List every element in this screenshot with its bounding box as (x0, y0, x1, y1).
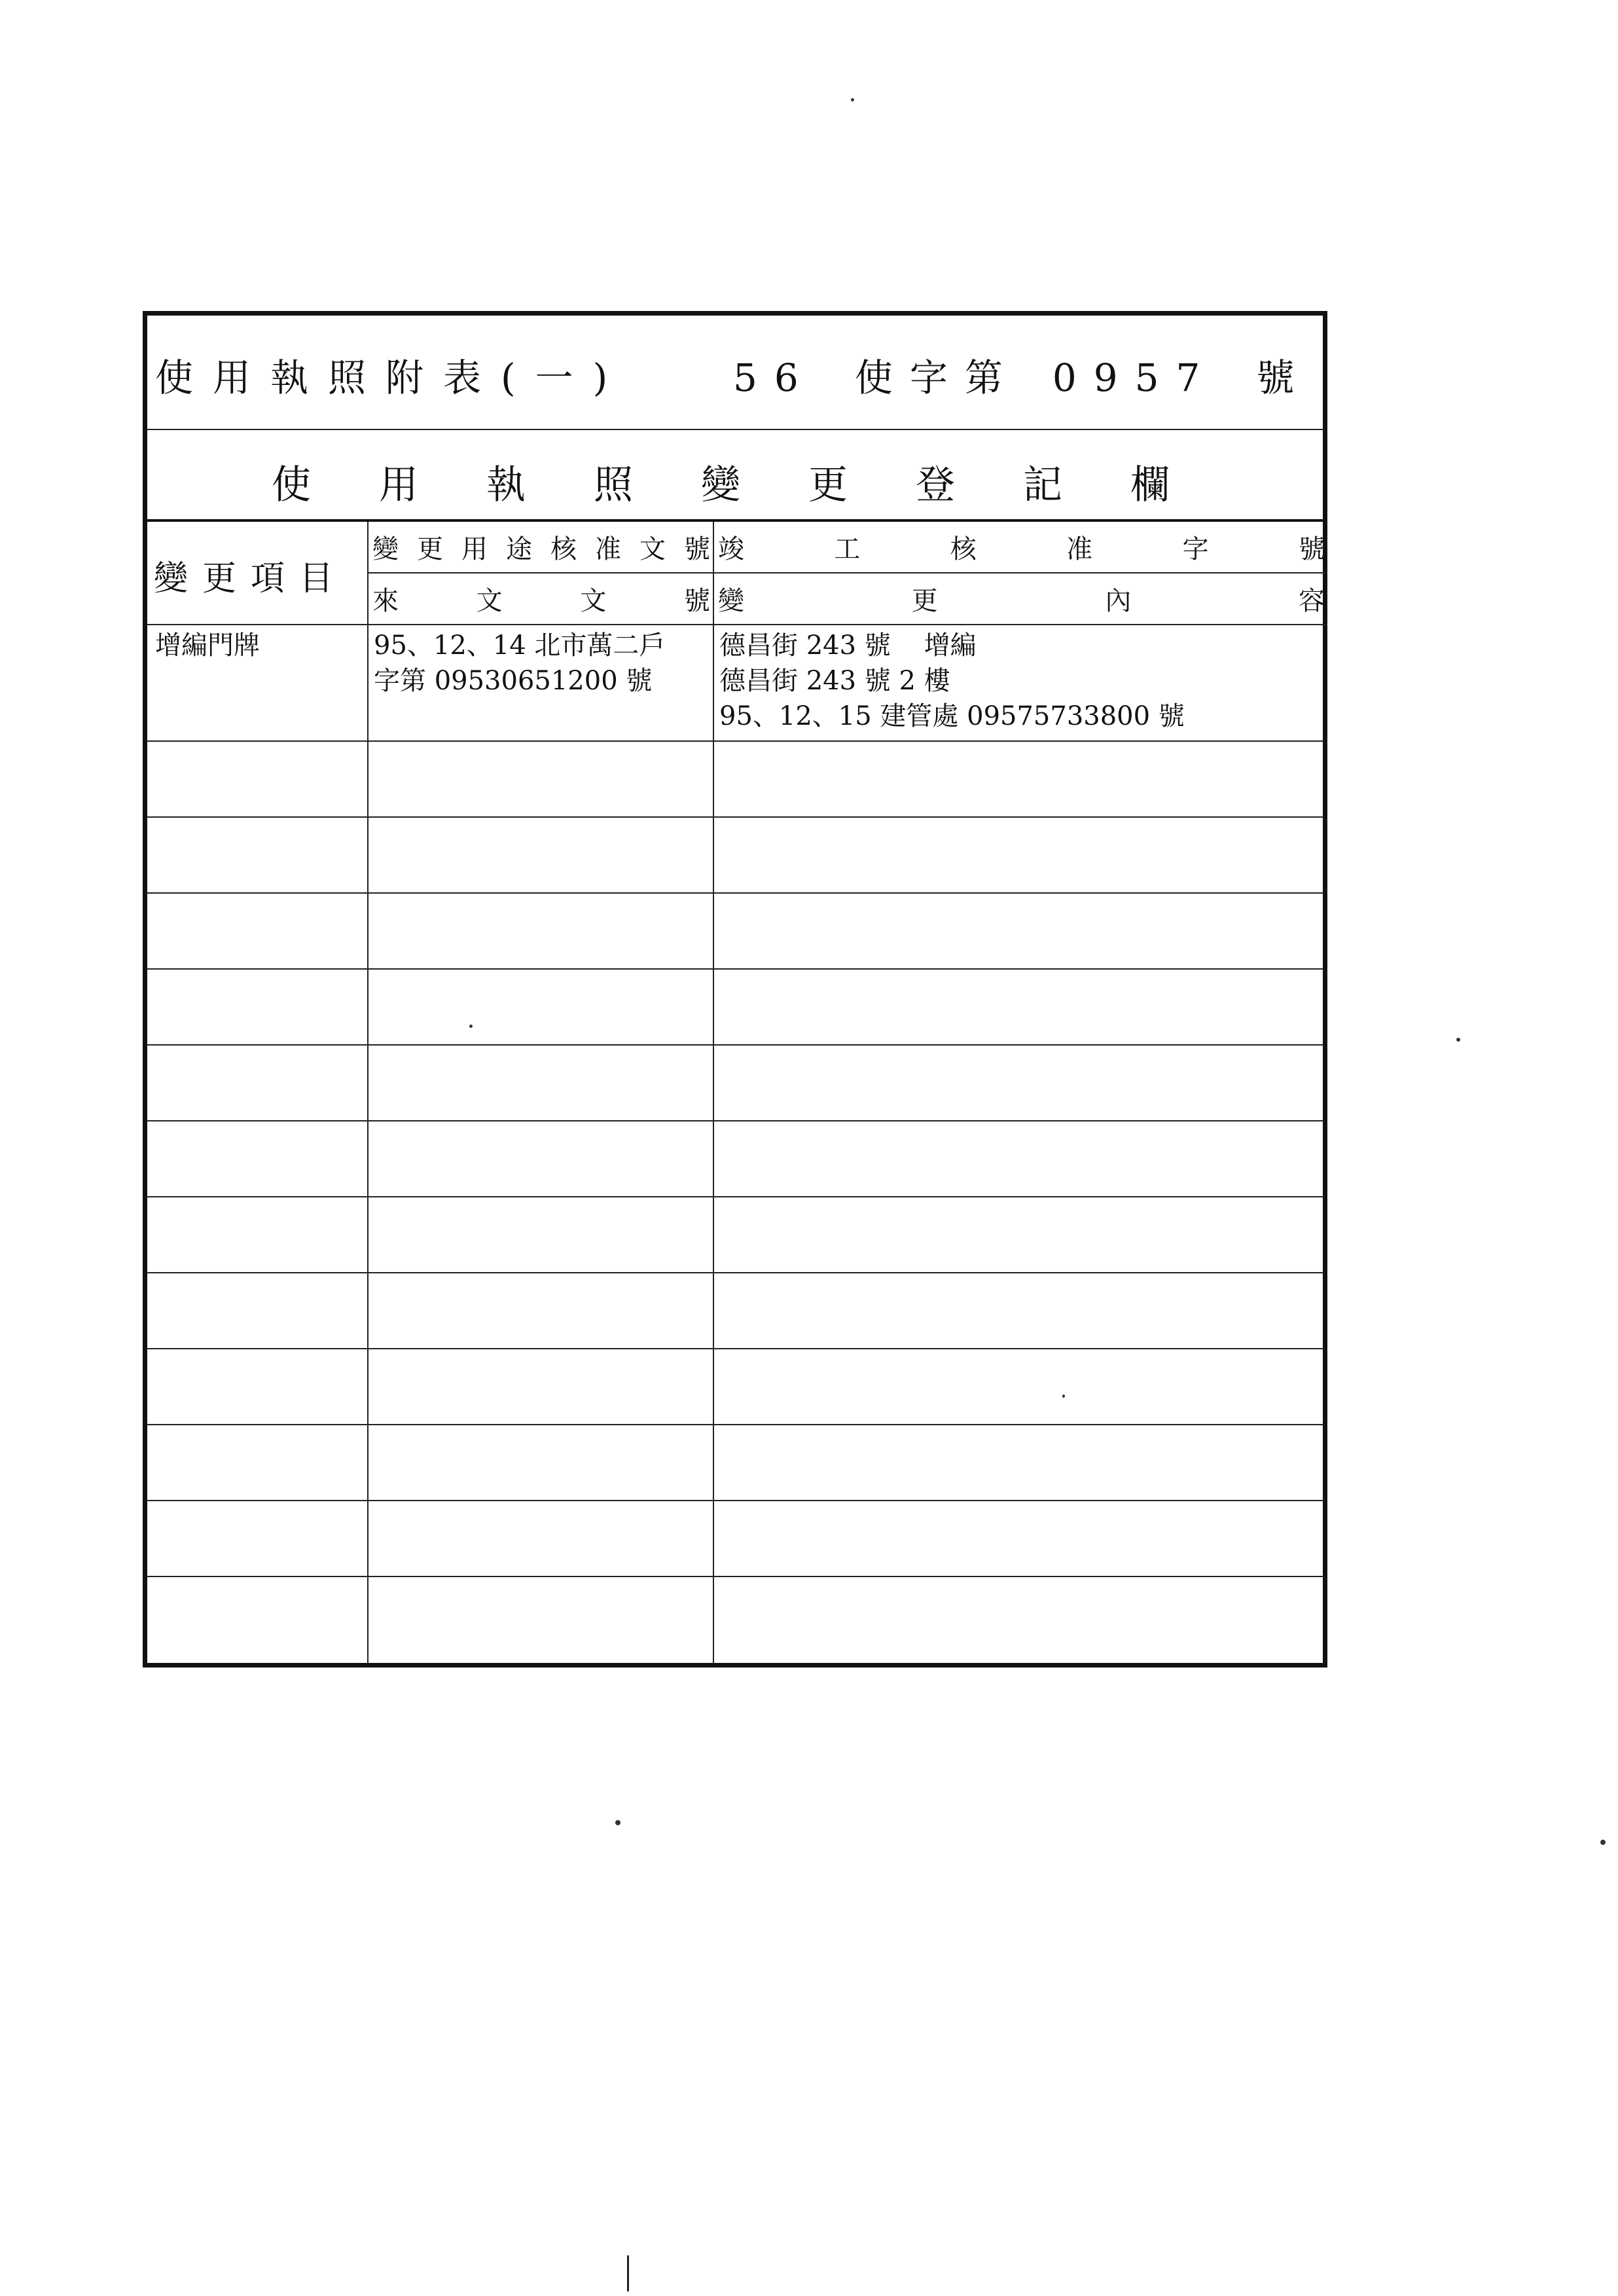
table-row (147, 1273, 1323, 1349)
header-char: 竣 (718, 534, 744, 564)
header-char: 文 (580, 586, 607, 616)
header-char: 文 (639, 534, 666, 564)
column-divider (713, 522, 714, 1663)
table-row (147, 1046, 1323, 1121)
header-char: 號 (683, 586, 710, 616)
license-attachment-form (143, 311, 1327, 1667)
header-char: 更 (911, 586, 938, 616)
table-row (147, 970, 1323, 1046)
header-char: 來 (372, 586, 399, 616)
scan-speck (469, 1025, 473, 1028)
header-change-item (147, 522, 367, 625)
header-char: 文 (476, 586, 503, 616)
section-title: 使用執照變更登記欄 (272, 462, 1238, 508)
license-serial: 0957 (1052, 355, 1217, 400)
header-char: 工 (834, 534, 861, 564)
license-year: 56 (733, 355, 816, 400)
table-row (147, 1121, 1323, 1197)
section-title-row (147, 430, 1323, 522)
header-incoming-doc-no (367, 574, 713, 625)
scan-speck (1456, 1038, 1460, 1042)
header-char: 用 (461, 534, 488, 564)
table-row (147, 1577, 1323, 1653)
header-change-item-label: 變更項目 (154, 559, 348, 598)
header-char: 號 (684, 534, 710, 564)
column-divider (367, 522, 369, 1663)
header-change-content (713, 574, 1327, 625)
header-char: 號 (1298, 534, 1325, 564)
header-char: 途 (506, 534, 532, 564)
header-char: 變 (372, 534, 399, 564)
table-row (147, 1197, 1323, 1273)
header-char: 准 (595, 534, 621, 564)
table-row (147, 1349, 1323, 1425)
license-number (733, 347, 1311, 402)
table-row (147, 1501, 1323, 1577)
header-char: 變 (718, 586, 744, 616)
license-suffix: 號 (1256, 355, 1312, 400)
header-approval-doc-no (367, 522, 713, 574)
scan-speck (615, 1820, 620, 1825)
form-title: 使用執照附表(一) (155, 355, 628, 400)
header-char: 容 (1298, 586, 1325, 616)
header-char: 核 (950, 534, 977, 564)
scan-speck (851, 98, 854, 101)
table-row (147, 1425, 1323, 1501)
table-row (147, 894, 1323, 970)
header-char: 准 (1066, 534, 1093, 564)
scan-speck (1062, 1394, 1065, 1398)
cell-change-content: 德昌街 243 號 增編 德昌街 243 號 2 樓 95、12、15 建管處 09575733800 號 (719, 630, 1185, 731)
cell-change-item: 增編門牌 (155, 630, 260, 661)
scan-mark (627, 2255, 629, 2291)
scan-speck (1600, 1840, 1606, 1845)
header-char: 更 (417, 534, 443, 564)
table-row (147, 742, 1323, 818)
table-row (147, 818, 1323, 894)
header-char: 字 (1182, 534, 1209, 564)
form-title-row (147, 316, 1323, 430)
change-record-table (147, 522, 1323, 1663)
header-completion-approval-no (713, 522, 1327, 574)
license-word: 使字第 (854, 355, 1020, 400)
table-row (147, 625, 1323, 742)
cell-doc-number: 95、12、14 北市萬二戶 字第 09530651200 號 (374, 630, 666, 696)
header-char: 核 (550, 534, 577, 564)
header-char: 內 (1105, 586, 1132, 616)
